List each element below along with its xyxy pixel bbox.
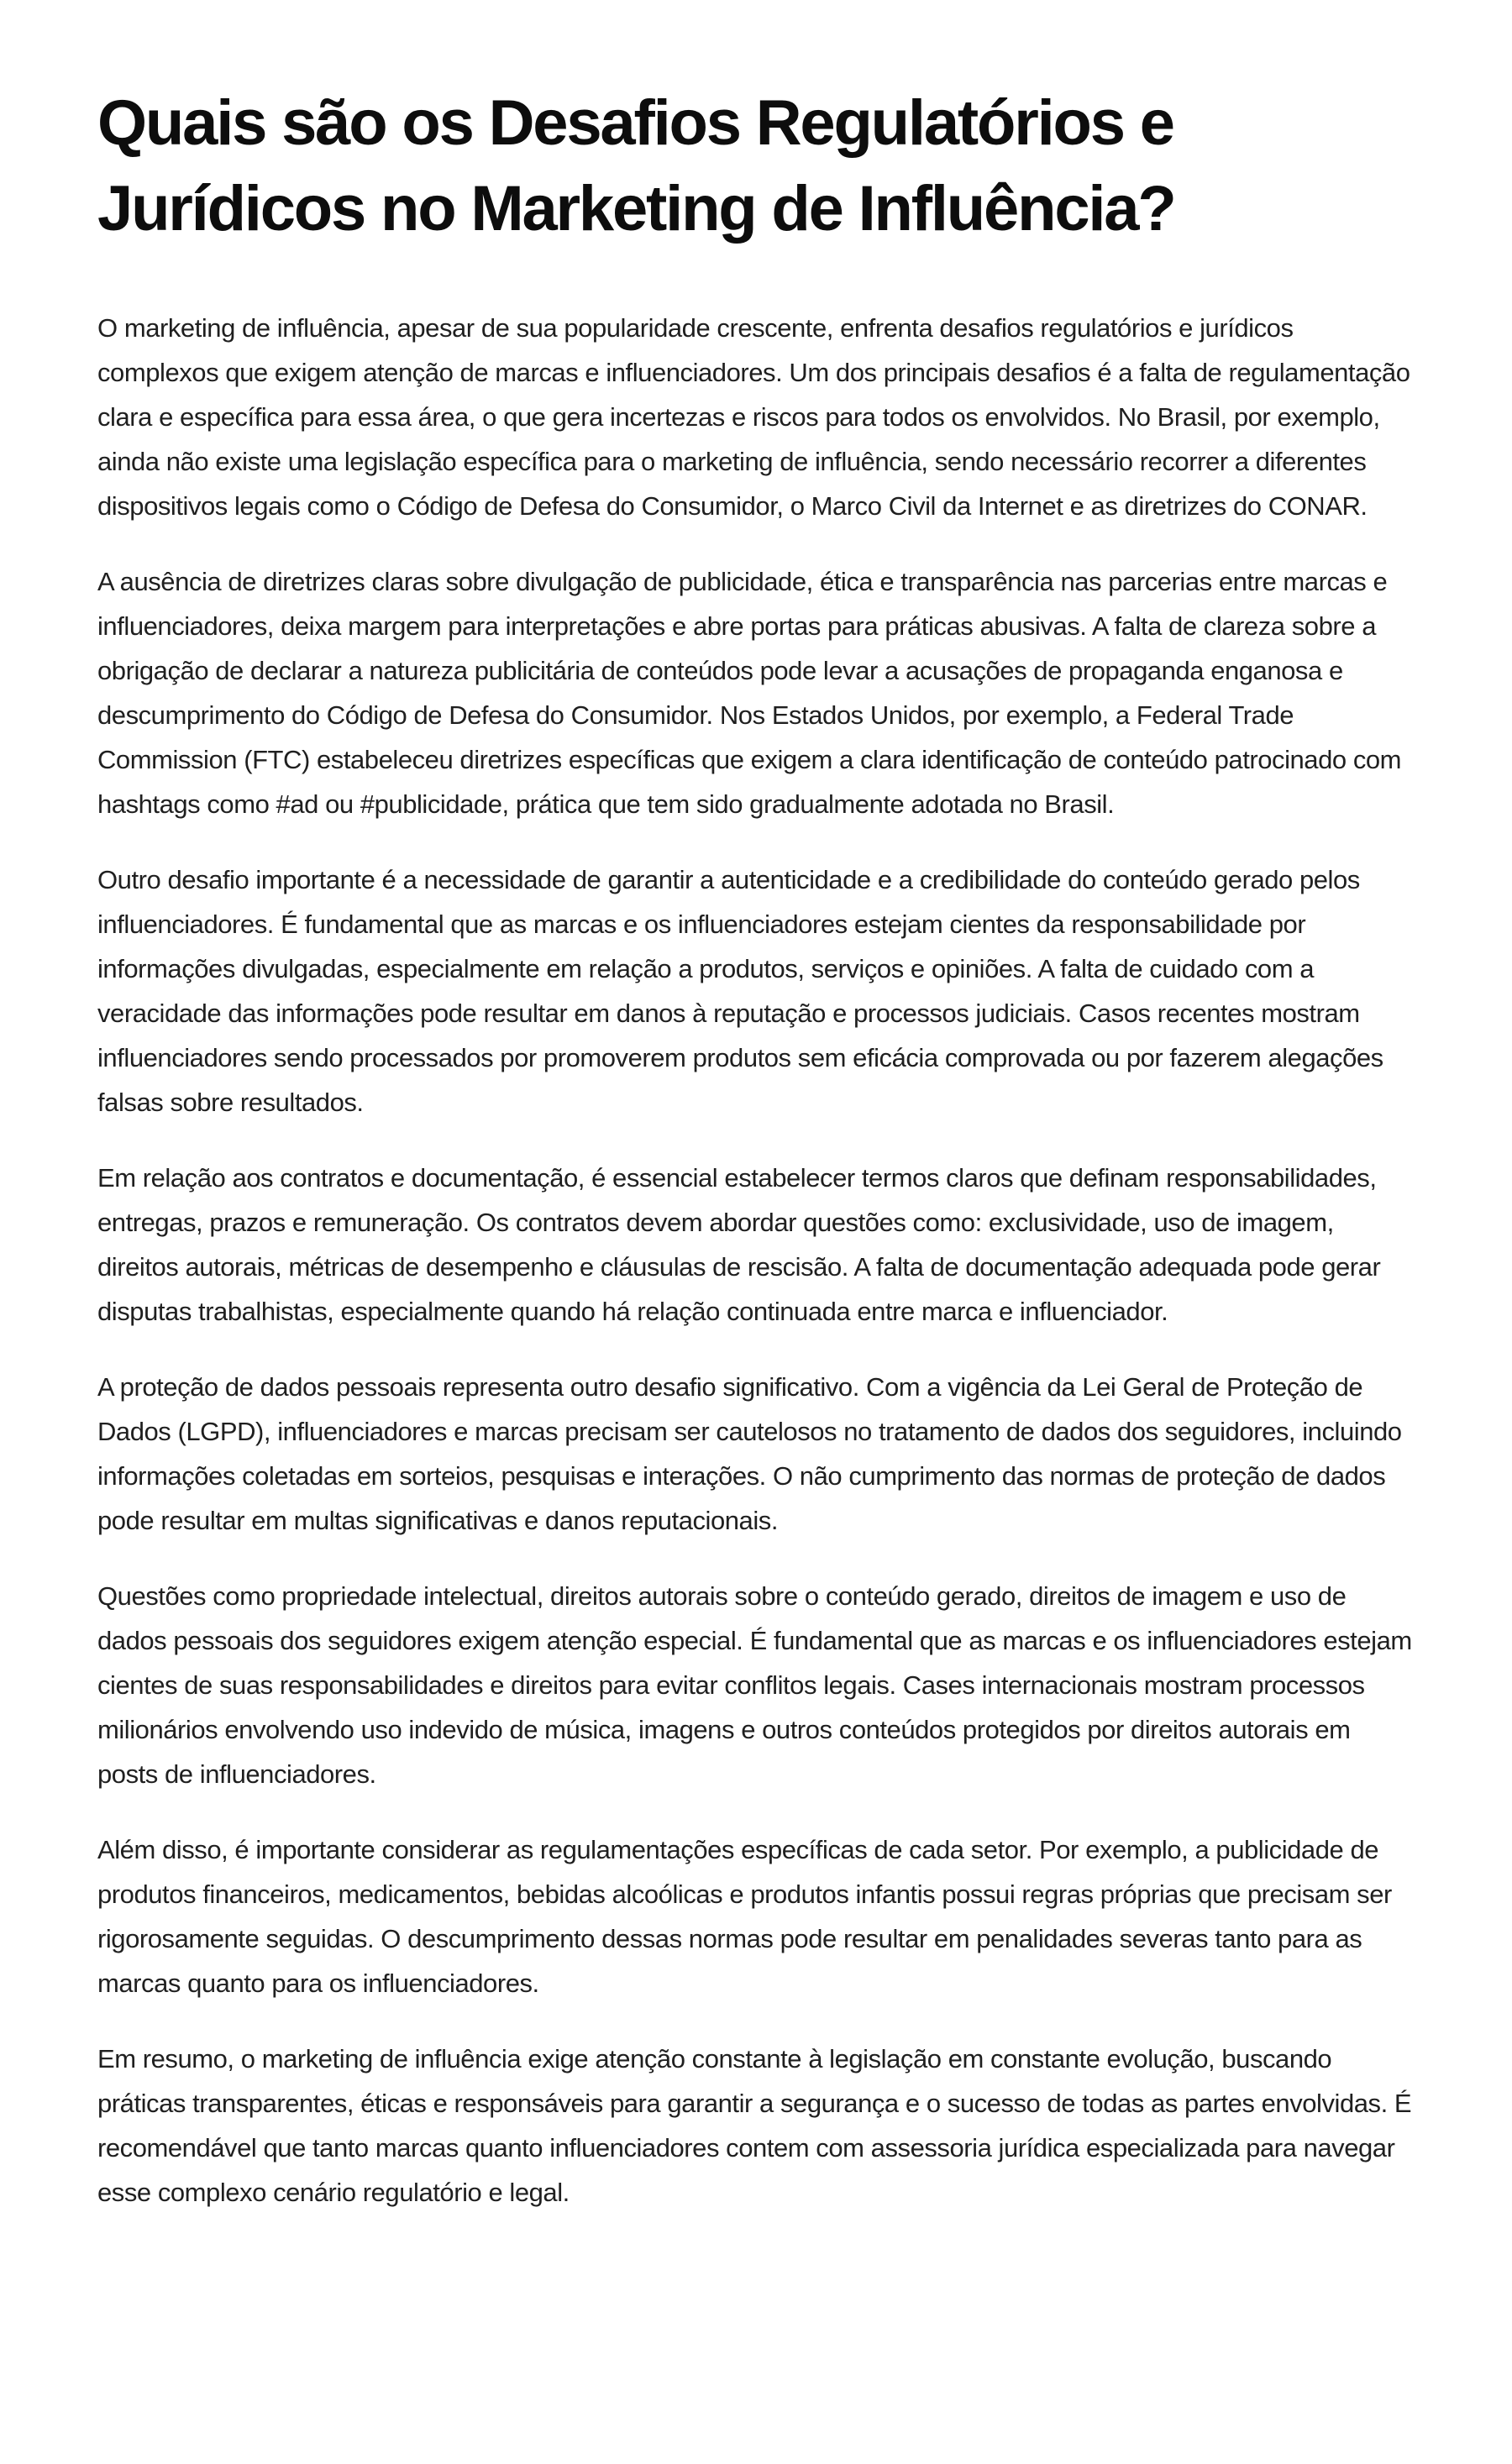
paragraph-transparency: A ausência de diretrizes claras sobre divulgação de publicidade, ética e transparência nas parcerias entre marcas e influenciadores, deixa margem para interpretações e abre portas para práticas abusivas. A falta de clareza sobre a obrigação de declarar a natureza publicitária de conteúdos pode levar a acusações de propaganda enganosa e descumprimento do Código de Defesa do Consumidor. Nos Estados Unidos, por exemplo, a Federal Trade Commission (FTC) estabeleceu diretrizes específicas que exigem a clara identificação de conteúdo patrocinado com hashtags como #ad ou #publicidade, prática que tem sido gradualmente adotada no Brasil. — [97, 567, 1402, 819]
paragraph-sector-regulations: Além disso, é importante considerar as regulamentações específicas de cada setor. Por exemplo, a publicidade de produtos financeiros, medicamentos, bebidas alcoólicas e produtos infantis possui regras próprias que precisam ser rigorosamente seguidas. O descumprimento dessas normas pode resultar em penalidades severas tanto para as marcas quanto para os influenciadores. — [97, 1835, 1392, 1998]
paragraph-contracts: Em relação aos contratos e documentação, é essencial estabelecer termos claros que definam responsabilidades, entregas, prazos e remuneração. Os contratos devem abordar questões como: exclusividade, uso de imagem, direitos autorais, métricas de desempenho e cláusulas de rescisão. A falta de documentação adequada pode gerar disputas trabalhistas, especialmente quando há relação continuada entre marca e influenciador. — [97, 1163, 1381, 1326]
paragraph-conclusion: Em resumo, o marketing de influência exige atenção constante à legislação em constante evolução, buscando práticas transparentes, éticas e responsáveis para garantir a segurança e o sucesso de todas as partes envolvidas. É recomendável que tanto marcas quanto influenciadores contem com assessoria jurídica especializada para navegar esse complexo cenário regulatório e legal. — [97, 2044, 1412, 2207]
article — [97, 81, 1416, 2215]
paragraph-data-protection: A proteção de dados pessoais representa outro desafio significativo. Com a vigência da Lei Geral de Proteção de Dados (LGPD), influenciadores e marcas precisam ser cautelosos no tratamento de dados dos seguidores, incluindo informações coletadas em sorteios, pesquisas e interações. O não cumprimento das normas de proteção de dados pode resultar em multas significativas e danos reputacionais. — [97, 1372, 1402, 1535]
article-title: Quais são os Desafios Regulatórios e Jurídicos no Marketing de Influência? — [97, 87, 1175, 244]
paragraph-authenticity: Outro desafio importante é a necessidade de garantir a autenticidade e a credibilidade do conteúdo gerado pelos influenciadores. É fundamental que as marcas e os influenciadores estejam cientes da responsabilidade por informações divulgadas, especialmente em relação a produtos, serviços e opiniões. A falta de cuidado com a veracidade das informações pode resultar em danos à reputação e processos judiciais. Casos recentes mostram influenciadores sendo processados por promoverem produtos sem eficácia comprovada ou por fazerem alegações falsas sobre resultados. — [97, 865, 1383, 1117]
paragraph-intellectual-property: Questões como propriedade intelectual, direitos autorais sobre o conteúdo gerado, direitos de imagem e uso de dados pessoais dos seguidores exigem atenção especial. É fundamental que as marcas e os influenciadores estejam cientes de suas responsabilidades e direitos para evitar conflitos legais. Cases internacionais mostram processos milionários envolvendo uso indevido de música, imagens e outros conteúdos protegidos por direitos autorais em posts de influenciadores. — [97, 1581, 1412, 1789]
paragraph-intro: O marketing de influência, apesar de sua popularidade crescente, enfrenta desafios regulatórios e jurídicos complexos que exigem atenção de marcas e influenciadores. Um dos principais desafios é a falta de regulamentação clara e específica para essa área, o que gera incertezas e riscos para todos os envolvidos. No Brasil, por exemplo, ainda não existe uma legislação específica para o marketing de influência, sendo necessário recorrer a diferentes dispositivos legais como o Código de Defesa do Consumidor, o Marco Civil da Internet e as diretrizes do CONAR. — [97, 313, 1410, 521]
article-body — [97, 306, 1416, 2215]
